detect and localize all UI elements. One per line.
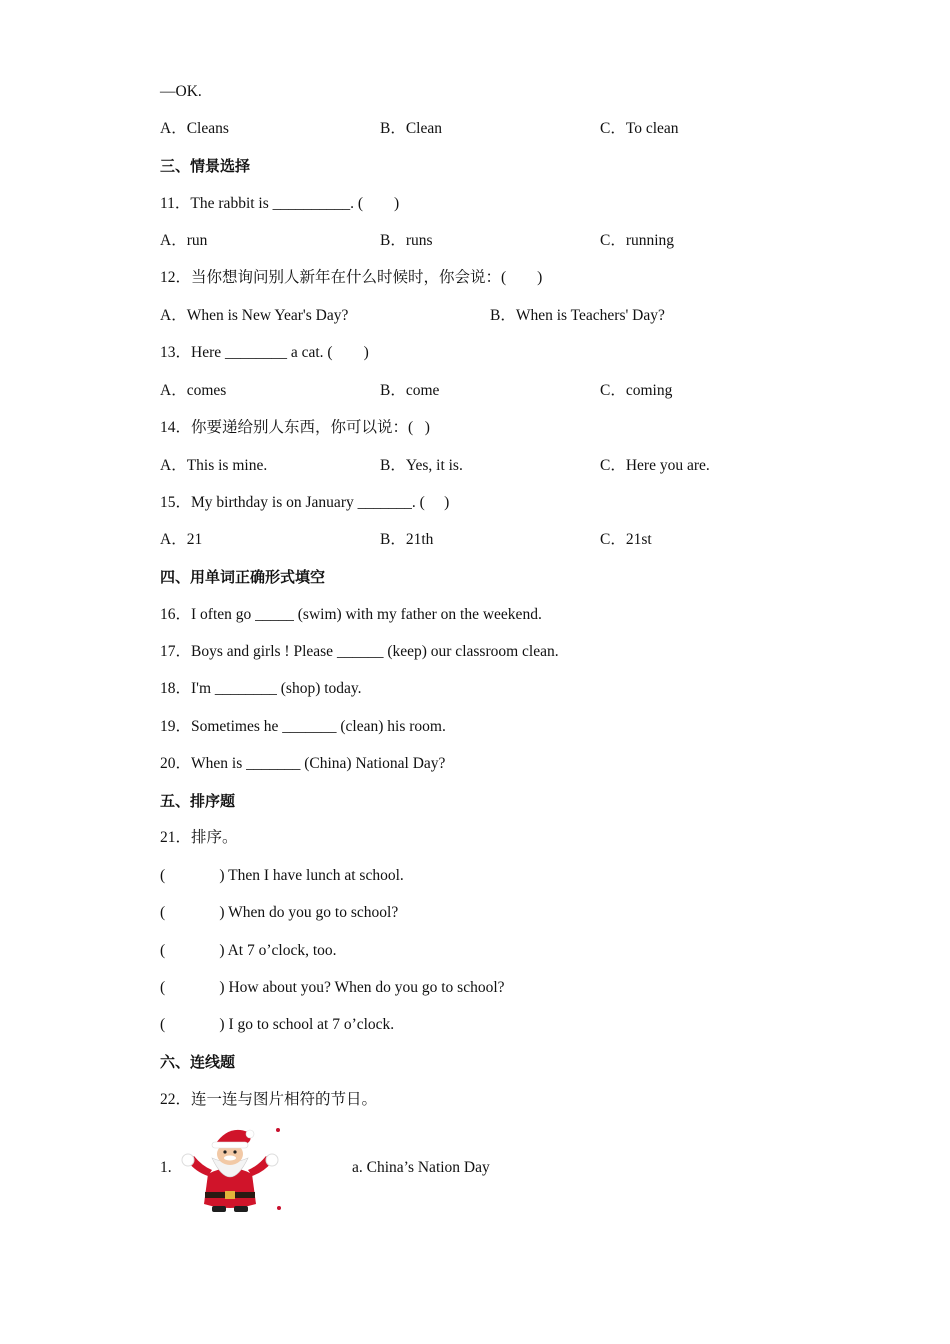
q11-stem: 11．The rabbit is __________. ( ) (160, 195, 400, 212)
dialogue-line: —OK. (160, 83, 202, 100)
fill-question-16: 16．I often go _____ (swim) with my father on the weekend. (160, 606, 542, 623)
q11-option-b: B．runs (380, 232, 433, 249)
q11-option-a: A．run (160, 232, 208, 249)
fill-question-19: 19．Sometimes he _______ (clean) his room. (160, 718, 446, 735)
order-item-5: ( ) I go to school at 7 o’clock. (160, 1016, 395, 1033)
q15-option-c: C．21st (600, 531, 652, 548)
q14-option-c: C．Here you are. (600, 457, 710, 474)
q13-stem: 13．Here ________ a cat. ( ) (160, 344, 369, 361)
q14-option-a: A．This is mine. (160, 457, 268, 474)
q14-option-b: B．Yes, it is. (380, 457, 463, 474)
q15-option-a: A．21 (160, 531, 203, 548)
q22-stem: 22．连一连与图片相符的节日。 (160, 1091, 378, 1108)
q10-option-b: B．Clean (380, 120, 442, 137)
q10-option-a: A．Cleans (160, 120, 229, 137)
q12-option-a: A．When is New Year's Day? (160, 307, 349, 324)
match-option-a: a. China’s Nation Day (352, 1159, 490, 1176)
q14-stem: 14．你要递给别人东西，你可以说：( ) (160, 419, 430, 436)
q13-option-a: A．comes (160, 382, 227, 399)
section-heading-5: 五、排序题 (160, 792, 236, 810)
q12-option-b: B．When is Teachers' Day? (490, 307, 665, 324)
fill-question-17: 17．Boys and girls ! Please ______ (keep) our classroom clean. (160, 643, 559, 660)
order-item-2: ( ) When do you go to school? (160, 904, 399, 921)
q13-option-b: B．come (380, 382, 440, 399)
order-item-3: ( ) At 7 o’clock, too. (160, 942, 337, 959)
q15-option-b: B．21th (380, 531, 434, 548)
q12-stem: 12．当你想询问别人新年在什么时候时，你会说：( ) (160, 269, 543, 286)
q13-option-c: C．coming (600, 382, 673, 399)
fill-question-20: 20．When is _______ (China) National Day? (160, 755, 446, 772)
section-heading-3: 三、情景选择 (160, 157, 251, 175)
order-item-4: ( ) How about you? When do you go to school? (160, 979, 505, 996)
q11-option-c: C．running (600, 232, 675, 249)
match-item-number: 1. (160, 1159, 172, 1176)
section-heading-6: 六、连线题 (160, 1053, 236, 1071)
q10-option-c: C．To clean (600, 120, 679, 137)
order-item-1: ( ) Then I have lunch at school. (160, 867, 404, 884)
q21-stem: 21．排序。 (160, 829, 238, 846)
santa-claus-image (178, 1122, 282, 1214)
q15-stem: 15．My birthday is on January _______. ( ) (160, 494, 450, 511)
section-heading-4: 四、用单词正确形式填空 (160, 568, 326, 586)
fill-question-18: 18．I'm ________ (shop) today. (160, 680, 362, 697)
